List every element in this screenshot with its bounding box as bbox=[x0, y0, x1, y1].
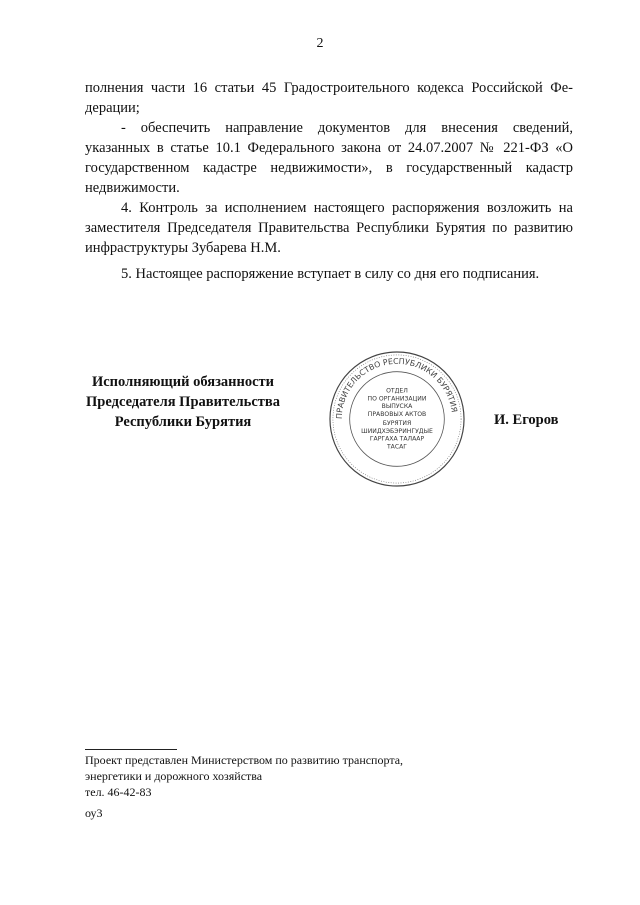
signatory-name: И. Егоров bbox=[494, 412, 559, 428]
signatory-title-line: Исполняющий обязанности bbox=[91, 374, 275, 390]
footnote-line: тел. 46-42-83 bbox=[85, 785, 152, 799]
footnote-line: энергетики и дорожного хозяйства bbox=[85, 769, 263, 783]
seal-inner-line: ШИИДХЭБЭРИНГУДЫЕ bbox=[361, 427, 433, 435]
seal-inner-line: ВЫПУСКА bbox=[381, 403, 413, 411]
paragraph-line: дерации; bbox=[85, 100, 140, 116]
official-seal bbox=[328, 350, 466, 488]
signatory-title-line: Председателя Правительства bbox=[86, 394, 280, 410]
paragraph-item-5: 5. Настоящее распоряжение вступает в силу со дня его подписания. bbox=[121, 266, 540, 282]
seal-inner-line: БУРЯТИЯ bbox=[382, 419, 412, 427]
seal-inner-line: ПРАВОВЫХ АКТОВ bbox=[367, 411, 427, 419]
footnote-divider bbox=[85, 749, 177, 750]
paragraph-line: полнения части 16 статьи 45 Градостроительного кодекса Российской Фе- bbox=[85, 80, 573, 96]
paragraph-documents: - обеспечить направление документов для внесения сведений, указанных в статье 10.1 Федерального закона от 24.07.2007 № 221-ФЗ «О государственном кадастре недвижимости», в государственный кадастр недвижимости. bbox=[85, 120, 573, 196]
seal-inner-line: ОТДЕЛ bbox=[386, 387, 408, 395]
seal-inner-line: ТАСАГ bbox=[386, 443, 408, 451]
page-number: 2 bbox=[316, 36, 324, 51]
paragraph-item-4: 4. Контроль за исполнением настоящего распоряжения возложить на заместителя Председателя Правительства Республики Бурятия по развитию инфраструктуры Зубарева Н.М. bbox=[85, 200, 573, 256]
footnote bbox=[85, 752, 505, 800]
paragraph-continuation bbox=[85, 78, 573, 118]
footnote-line: Проект представлен Министерством по развитию транспорта, bbox=[85, 753, 404, 767]
signatory-title bbox=[68, 372, 298, 432]
seal-inner-line: ГАРГАХА ТАЛААР bbox=[369, 435, 425, 443]
seal-outer-text: ПРАВИТЕЛЬСТВО РЕСПУБЛИКИ БУРЯТИЯ bbox=[334, 356, 459, 420]
signatory-title-line: Республики Бурятия bbox=[114, 414, 252, 430]
document-code: оу3 bbox=[85, 806, 103, 820]
seal-inner-line: ПО ОРГАНИЗАЦИИ bbox=[367, 395, 427, 403]
